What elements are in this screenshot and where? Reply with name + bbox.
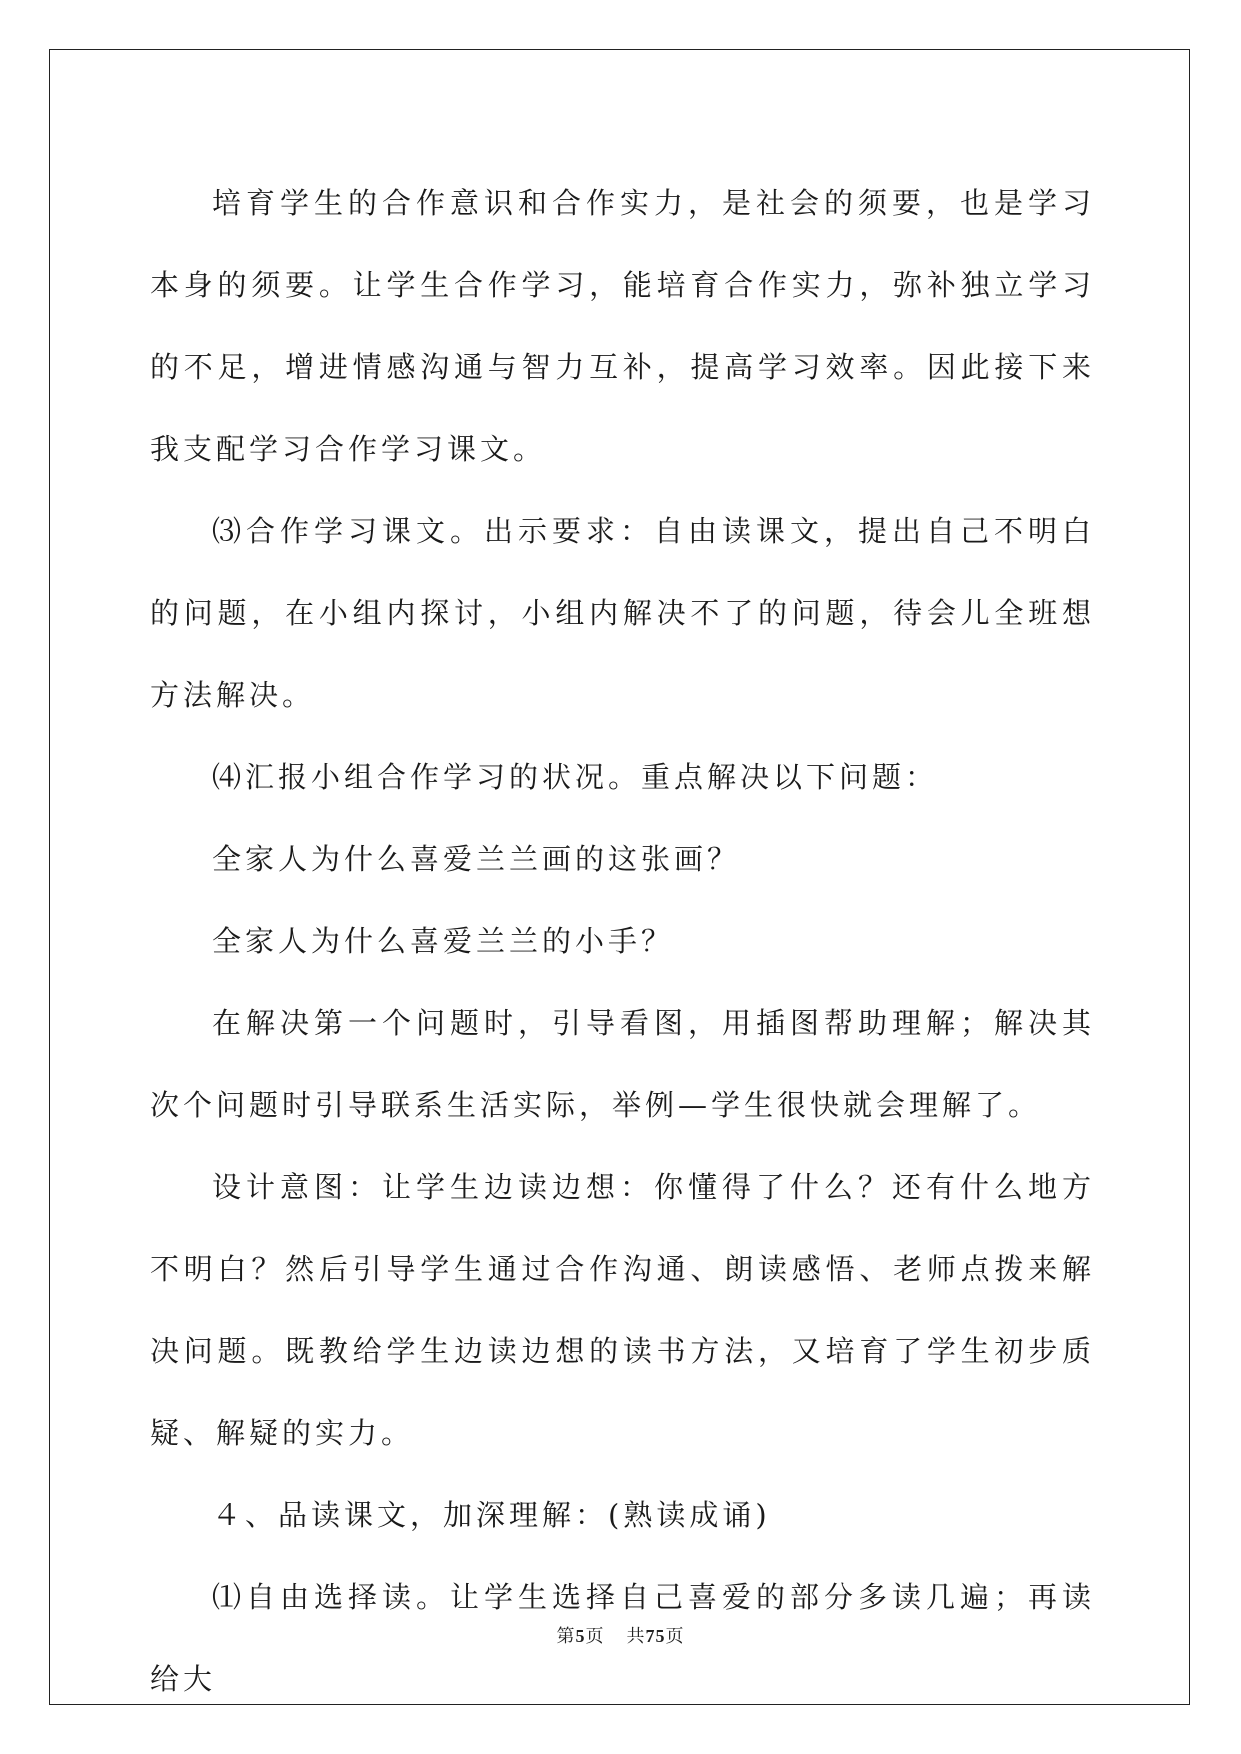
- page-footer: [0, 1622, 1241, 1648]
- document-body: [150, 162, 1095, 1720]
- paragraph: 全家人为什么喜爱兰兰的小手？: [212, 924, 675, 958]
- page-prefix: 第: [556, 1626, 576, 1647]
- paragraph: ⑷汇报小组合作学习的状况。重点解决以下问题：: [212, 760, 939, 794]
- paragraph: ４、品读课文，加深理解：(熟读成诵): [212, 1498, 771, 1532]
- page-number: 5: [575, 1626, 586, 1646]
- paragraph: 培育学生的合作意识和合作实力，是社会的须要，也是学习本身的须要。让学生合作学习，能培育合作实力，弥补独立学习的不足，增进情感沟通与智力互补，提高学习效率。因此接下来我支配学习合作学习课文。: [150, 186, 1095, 466]
- total-suffix: 页: [665, 1626, 685, 1647]
- paragraph: 设计意图：让学生边读边想：你懂得了什么？还有什么地方不明白？然后引导学生通过合作沟通、朗读感悟、老师点拨来解决问题。既教给学生边读边想的读书方法，又培育了学生初步质疑、解疑的实力。: [150, 1170, 1095, 1450]
- paragraph: ⑶合作学习课文。出示要求：自由读课文，提出自己不明白的问题，在小组内探讨，小组内解决不了的问题，待会儿全班想方法解决。: [150, 514, 1095, 712]
- page-suffix: 页: [585, 1626, 605, 1647]
- paragraph: 全家人为什么喜爱兰兰画的这张画？: [212, 842, 741, 876]
- total-prefix: 共: [626, 1626, 646, 1647]
- total-pages: 75: [645, 1626, 666, 1646]
- paragraph: ⑴自由选择读。让学生选择自己喜爱的部分多读几遍；再读给大: [150, 1580, 1095, 1696]
- paragraph: 在解决第一个问题时，引导看图，用插图帮助理解；解决其次个问题时引导联系生活实际，举例—学生很快就会理解了。: [150, 1006, 1095, 1122]
